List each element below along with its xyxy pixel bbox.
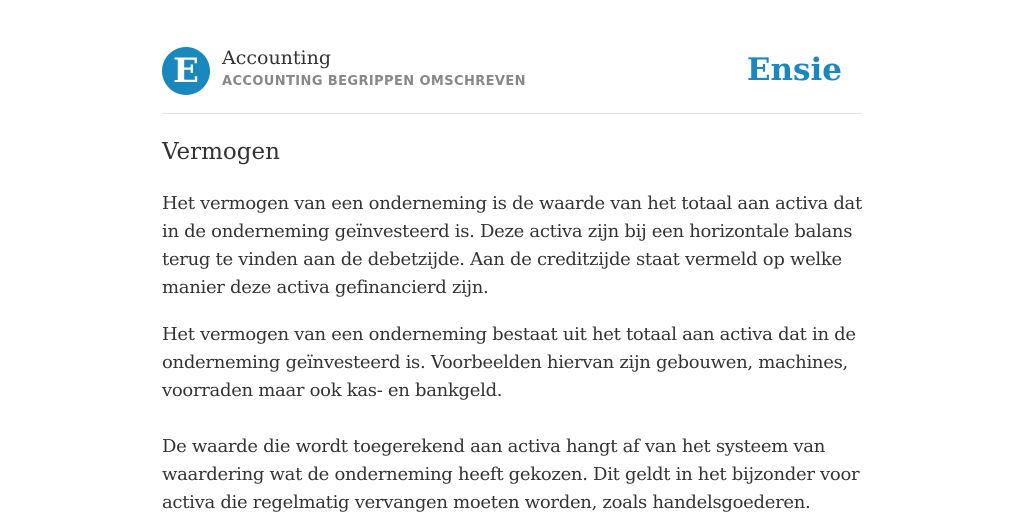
site-header	[162, 46, 862, 96]
site-title[interactable]: Accounting	[222, 47, 332, 69]
brand-logo[interactable]: Ensie	[746, 52, 842, 88]
header-divider	[162, 113, 862, 114]
site-subtitle: ACCOUNTING BEGRIPPEN OMSCHREVEN	[222, 74, 526, 89]
article-title: Vermogen	[162, 139, 280, 165]
site-logo[interactable]: E	[162, 47, 210, 95]
article-paragraph: Het vermogen van een onderneming is de waarde van het totaal aan activa dat in de onderneming geïnvesteerd is. Deze activa zijn bij een horizontale balans terug te vinden aan de debetzijde. Aan de creditzijde staat vermeld op welke manier deze activa gefinancierd zijn.	[162, 193, 862, 298]
article-paragraph: De waarde die wordt toegerekend aan activa hangt af van het systeem van waardering wat de onderneming heeft gekozen. Dit geldt in het bijzonder voor activa die regelmatig vervangen moeten worden, zoals handelsgoederen.	[162, 436, 860, 512]
article-paragraph: Het vermogen van een onderneming bestaat uit het totaal aan activa dat in de onderneming geïnvesteerd is. Voorbeelden hiervan zijn gebouwen, machines, voorraden maar ook kas- en bankgeld.	[162, 324, 856, 401]
